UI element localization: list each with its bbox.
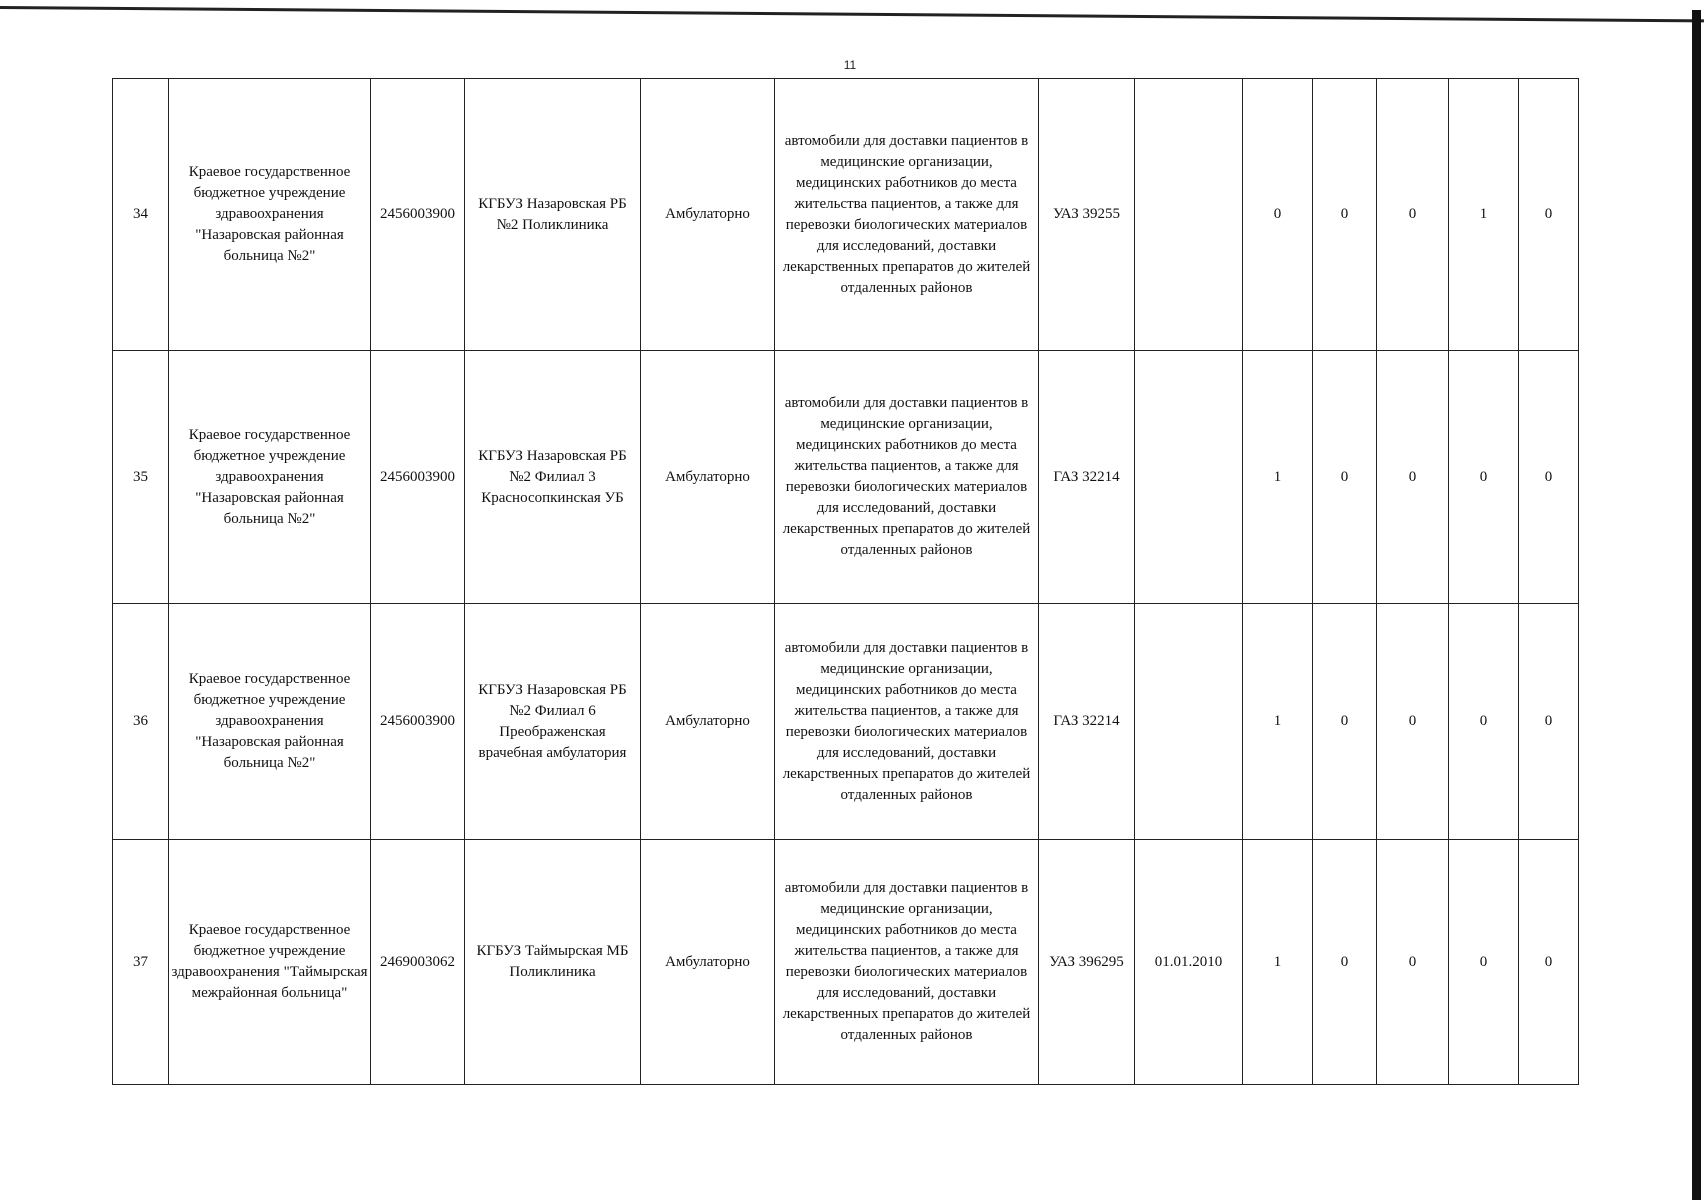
vehicle-model: ГАЗ 32214 xyxy=(1039,351,1135,604)
institution-name: Краевое государственное бюджетное учреждение здравоохранения "Назаровская районная больница №2" xyxy=(169,79,371,351)
row-number: 35 xyxy=(113,351,169,604)
branch-name: КГБУЗ Таймырская МБ Поликлиника xyxy=(465,840,641,1085)
vehicle-date: 01.01.2010 xyxy=(1135,840,1243,1085)
table-row xyxy=(113,351,1579,604)
quantity-cell: 0 xyxy=(1243,79,1313,351)
quantity-cell: 0 xyxy=(1377,351,1449,604)
institution-inn: 2469003062 xyxy=(371,840,465,1085)
care-type: Амбулаторно xyxy=(641,840,775,1085)
institution-inn: 2456003900 xyxy=(371,604,465,840)
vehicle-registry-table xyxy=(112,78,1579,1085)
institution-name: Краевое государственное бюджетное учреждение здравоохранения "Таймырская межрайонная больница" xyxy=(169,840,371,1085)
quantity-cell: 0 xyxy=(1313,79,1377,351)
quantity-cell: 0 xyxy=(1377,840,1449,1085)
scan-edge-right xyxy=(1692,10,1701,1200)
vehicle-date xyxy=(1135,351,1243,604)
vehicle-purpose: автомобили для доставки пациентов в медицинские организации, медицинских работников до места жительства пациентов, а также для перевозки биологических материалов для исследований, доставки лекарственных препаратов до жителей отдаленных районов xyxy=(775,840,1039,1085)
branch-name: КГБУЗ Назаровская РБ №2 Поликлиника xyxy=(465,79,641,351)
quantity-cell: 0 xyxy=(1519,604,1579,840)
quantity-cell: 0 xyxy=(1313,840,1377,1085)
quantity-cell: 0 xyxy=(1449,351,1519,604)
quantity-cell: 0 xyxy=(1377,79,1449,351)
vehicle-date xyxy=(1135,604,1243,840)
vehicle-model: УАЗ 396295 xyxy=(1039,840,1135,1085)
quantity-cell: 0 xyxy=(1449,840,1519,1085)
care-type: Амбулаторно xyxy=(641,79,775,351)
row-number: 37 xyxy=(113,840,169,1085)
quantity-cell: 1 xyxy=(1243,604,1313,840)
quantity-cell: 0 xyxy=(1519,351,1579,604)
care-type: Амбулаторно xyxy=(641,604,775,840)
vehicle-model: УАЗ 39255 xyxy=(1039,79,1135,351)
quantity-cell: 0 xyxy=(1519,79,1579,351)
quantity-cell: 1 xyxy=(1243,351,1313,604)
quantity-cell: 0 xyxy=(1449,604,1519,840)
table-row xyxy=(113,840,1579,1085)
table-row xyxy=(113,79,1579,351)
quantity-cell: 0 xyxy=(1313,604,1377,840)
branch-name: КГБУЗ Назаровская РБ №2 Филиал 6 Преображенская врачебная амбулатория xyxy=(465,604,641,840)
quantity-cell: 0 xyxy=(1377,604,1449,840)
vehicle-date xyxy=(1135,79,1243,351)
quantity-cell: 0 xyxy=(1519,840,1579,1085)
institution-inn: 2456003900 xyxy=(371,351,465,604)
row-number: 36 xyxy=(113,604,169,840)
quantity-cell: 1 xyxy=(1449,79,1519,351)
vehicle-model: ГАЗ 32214 xyxy=(1039,604,1135,840)
care-type: Амбулаторно xyxy=(641,351,775,604)
institution-inn: 2456003900 xyxy=(371,79,465,351)
scan-edge-top xyxy=(0,6,1704,22)
page-number: 11 xyxy=(843,58,857,72)
table-row xyxy=(113,604,1579,840)
quantity-cell: 0 xyxy=(1313,351,1377,604)
quantity-cell: 1 xyxy=(1243,840,1313,1085)
vehicle-purpose: автомобили для доставки пациентов в медицинские организации, медицинских работников до места жительства пациентов, а также для перевозки биологических материалов для исследований, доставки лекарственных препаратов до жителей отдаленных районов xyxy=(775,604,1039,840)
vehicle-purpose: автомобили для доставки пациентов в медицинские организации, медицинских работников до места жительства пациентов, а также для перевозки биологических материалов для исследований, доставки лекарственных препаратов до жителей отдаленных районов xyxy=(775,79,1039,351)
row-number: 34 xyxy=(113,79,169,351)
institution-name: Краевое государственное бюджетное учреждение здравоохранения "Назаровская районная больница №2" xyxy=(169,604,371,840)
institution-name: Краевое государственное бюджетное учреждение здравоохранения "Назаровская районная больница №2" xyxy=(169,351,371,604)
vehicle-purpose: автомобили для доставки пациентов в медицинские организации, медицинских работников до места жительства пациентов, а также для перевозки биологических материалов для исследований, доставки лекарственных препаратов до жителей отдаленных районов xyxy=(775,351,1039,604)
branch-name: КГБУЗ Назаровская РБ №2 Филиал 3 Красносопкинская УБ xyxy=(465,351,641,604)
